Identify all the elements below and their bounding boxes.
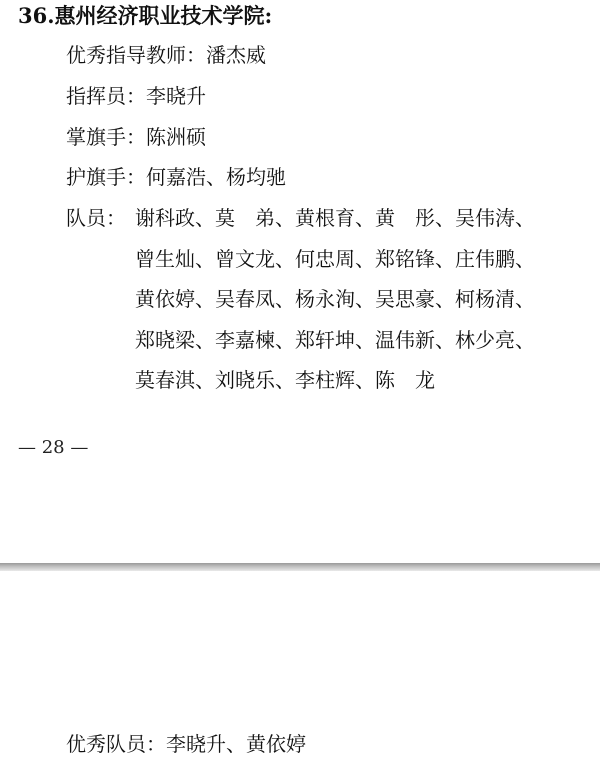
flag-guard-names: 何嘉浩、杨均驰 [146,165,286,189]
advisor-label: 优秀指导教师： [66,43,206,67]
member-line-5: 莫春淇、刘晓乐、李柱辉、陈 龙 [135,368,435,392]
flag-bearer-row [66,123,206,151]
advisor-name: 潘杰威 [206,43,266,67]
flag-bearer-name: 陈洲硕 [146,125,206,149]
member-line-1: 谢科政、莫 弟、黄根育、黄 彤、吴伟涛、 [135,206,535,230]
outstanding-member-row [66,730,306,758]
flag-bearer-label: 掌旗手： [66,125,146,149]
page-separator [0,563,600,571]
section-heading: 36.惠州经济职业技术学院: [18,3,273,28]
page-number: — 28 — [18,437,89,458]
flag-guard-row [66,163,286,191]
advisor-row [66,41,266,69]
member-line-2: 曾生灿、曾文龙、何忠周、郑铭锋、庄伟鹏、 [135,247,535,271]
next-document-page [0,571,600,770]
member-line-3: 黄依婷、吴春凤、杨永洵、吴思豪、柯杨清、 [135,287,535,311]
flag-guard-label: 护旗手： [66,165,146,189]
commander-name: 李晓升 [146,84,206,108]
commander-row [66,82,206,110]
outstanding-member-label: 优秀队员： [66,732,166,756]
outstanding-member-names: 李晓升、黄依婷 [166,732,306,756]
members-label: 队员： [66,206,126,230]
commander-label: 指挥员： [66,84,146,108]
member-line-4: 郑晓梁、李嘉楝、郑轩坤、温伟新、林少亮、 [135,328,535,352]
